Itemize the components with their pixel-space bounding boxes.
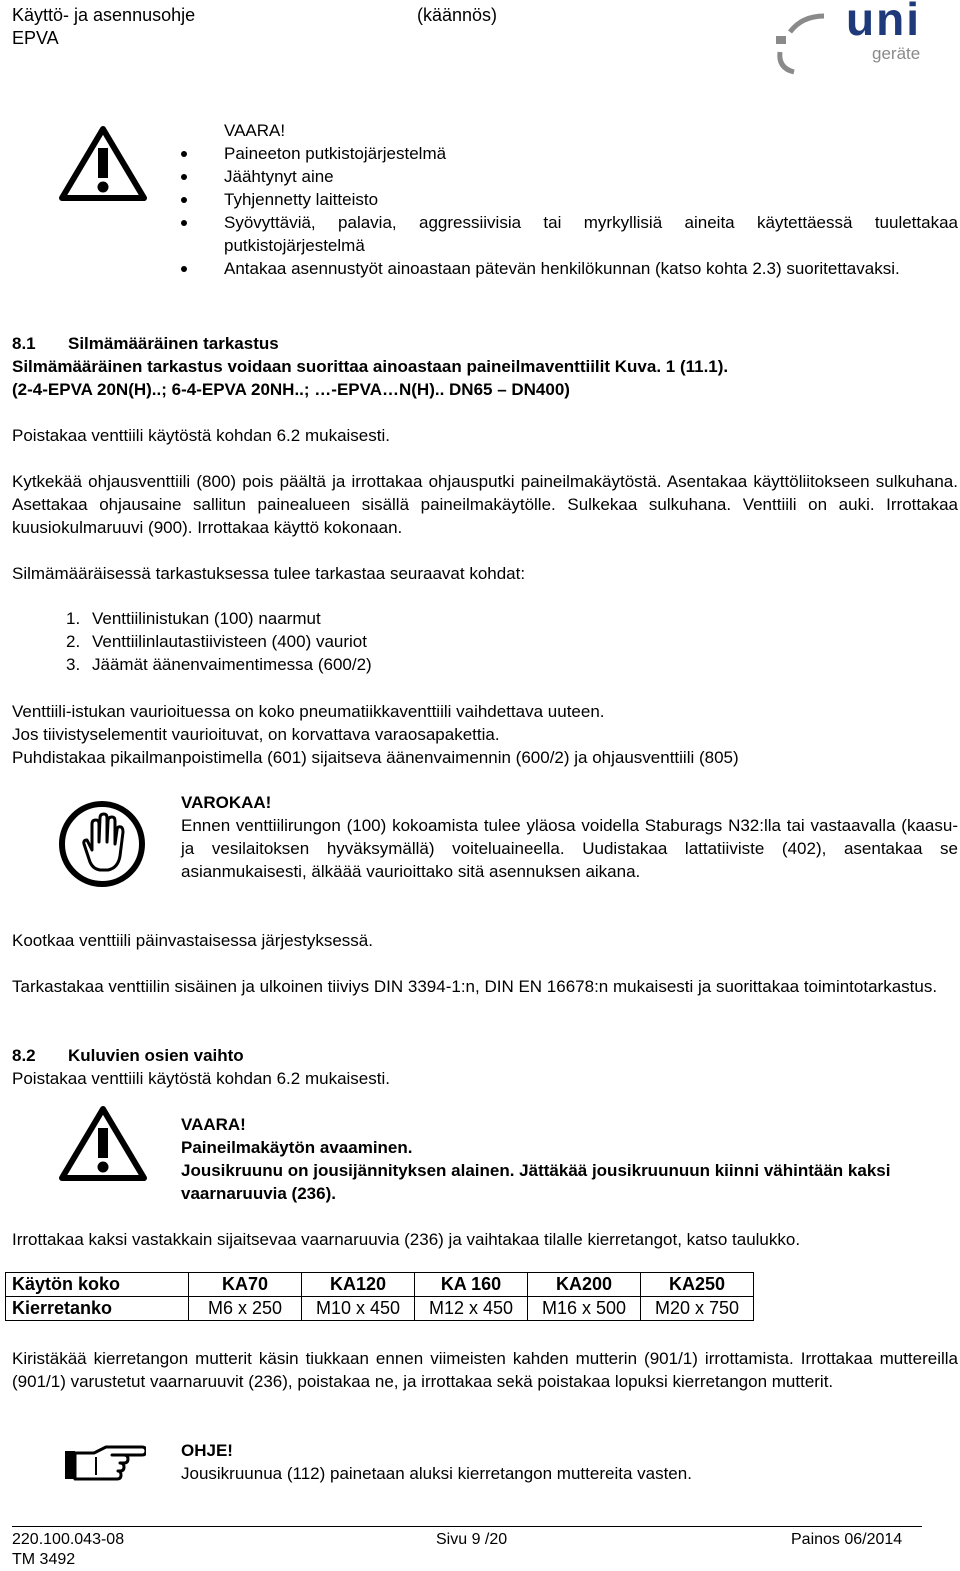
table-cell: M6 x 250 — [189, 1297, 302, 1321]
paragraph: Kytkekää ohjausventtiili (800) pois päältä ja irrottakaa ohjausputki paineilmakäytöstä. Asentakaa käyttöliitokseen sulkuhana. Asettakaa ohjausaine sallitun painealueen sisällä paineilmakäytölle. Sulkekaa sulkuhana. Venttiili on auki. Irrottakaa kuusiokulmaruuvi (900). Irrottakaa käyttö kokonaan. — [12, 472, 958, 537]
warning-line: Jousikruunu on jousijännityksen alainen. Jättäkää jousikruunuun kiinni vähintään kaksi vaarnaruuvia (236). — [181, 1161, 891, 1203]
warning-block-2 — [181, 1113, 958, 1205]
logo-subtext: geräte — [872, 44, 921, 63]
checklist-item: 3. Jäämät äänenvaimentimessa (600/2) — [66, 655, 372, 674]
table-cell: KA 160 — [415, 1273, 528, 1297]
warning-item: Tyhjennetty laitteisto — [181, 188, 958, 211]
paragraph: Venttiili-istukan vaurioituessa on koko pneumatiikkaventtiili vaihdettava uuteen. — [12, 702, 605, 721]
tm-number: TM 3492 — [12, 1551, 76, 1568]
pointing-hand-icon — [62, 1443, 146, 1491]
note-block — [181, 1439, 958, 1485]
table-cell: KA70 — [189, 1273, 302, 1297]
section-title: Kuluvien osien vaihto — [68, 1046, 244, 1065]
warning-triangle-icon — [58, 124, 148, 208]
table-cell: M10 x 450 — [302, 1297, 415, 1321]
table-row — [6, 1273, 754, 1297]
stop-hand-icon — [56, 798, 148, 896]
paragraph: Irrottakaa kaksi vastakkain sijaitsevaa vaarnaruuvia (236) ja vaihtakaa tilalle kierretangot, katso taulukko. — [12, 1230, 801, 1249]
warning-line: Paineilmakäytön avaaminen. — [181, 1138, 413, 1157]
uni-geraete-logo — [772, 2, 922, 78]
paragraph: Jos tiivistyselementit vaurioituvat, on korvattava varaosapakettia. — [12, 725, 500, 744]
document-number: 220.100.043-08 — [12, 1531, 125, 1548]
section-8-1-heading — [12, 332, 958, 355]
section-8-2-heading — [12, 1044, 958, 1067]
section-title: Silmämääräinen tarkastus — [68, 334, 279, 353]
paragraph-block — [12, 700, 958, 769]
table-cell: M12 x 450 — [415, 1297, 528, 1321]
footer-divider — [12, 1526, 922, 1527]
warning-block-1 — [181, 119, 958, 280]
caution-block — [181, 791, 958, 883]
translation-note: (käännös) — [417, 5, 498, 25]
table-cell: M16 x 500 — [528, 1297, 641, 1321]
warning-heading: VAARA! — [224, 121, 286, 140]
section-8-1-intro: Silmämääräinen tarkastus voidaan suorittaa ainoastaan paineilmaventtiilit Kuva. 1 (11.1). — [12, 357, 729, 376]
warning-item: Paineeton putkistojärjestelmä — [181, 142, 958, 165]
logo-wordmark: uni — [846, 0, 921, 45]
paragraph: Poistakaa venttiili käytöstä kohdan 6.2 mukaisesti. — [12, 1069, 390, 1088]
paragraph: Kootkaa venttiili päinvastaisessa järjestyksessä. — [12, 931, 373, 950]
paragraph: Tarkastakaa venttiilin sisäinen ja ulkoinen tiiviys DIN 3394-1:n, DIN EN 16678:n mukaisesti ja suorittakaa toimintotarkastus. — [12, 977, 938, 996]
table-cell: Käytön koko — [6, 1273, 189, 1297]
manual-title: Käyttö- ja asennusohje — [12, 5, 196, 25]
table-cell: M20 x 750 — [641, 1297, 754, 1321]
table-cell: KA120 — [302, 1273, 415, 1297]
note-heading: OHJE! — [181, 1441, 233, 1460]
footer-doc-number — [12, 1530, 124, 1570]
document-header — [12, 4, 195, 50]
warning-item: Antakaa asennustyöt ainoastaan pätevän henkilökunnan (katso kohta 2.3) suoritettavaksi. — [181, 257, 958, 280]
paragraph: Silmämääräisessä tarkastuksessa tulee tarkastaa seuraavat kohdat: — [12, 564, 526, 583]
table-cell: KA200 — [528, 1273, 641, 1297]
warning-list — [181, 142, 958, 280]
note-text: Jousikruunua (112) painetaan aluksi kierretangon muttereita vasten. — [181, 1464, 692, 1483]
paragraph: Poistakaa venttiili käytöstä kohdan 6.2 mukaisesti. — [12, 426, 390, 445]
table-row — [6, 1297, 754, 1321]
threaded-rod-table — [5, 1272, 754, 1321]
checklist-item: 2. Venttiilinlautastiivisteen (400) vauriot — [66, 632, 367, 651]
footer-edition: Painos 06/2014 — [791, 1531, 903, 1548]
section-number: 8.1 — [12, 334, 36, 353]
warning-heading: VAARA! — [181, 1115, 246, 1134]
table-cell: Kierretanko — [6, 1297, 189, 1321]
table-cell: KA250 — [641, 1273, 754, 1297]
paragraph: Kiristäkää kierretangon mutterit käsin tiukkaan ennen viimeisten kahden mutterin (901/1) irrottamista. Irrottakaa muttereilla (901/1) varustetut vaarnaruuvit (236), poistakaa ne, ja irrottakaa sekä poistakaa lopuksi kierretangon mutterit. — [12, 1349, 958, 1391]
warning-item: Jäähtynyt aine — [181, 165, 958, 188]
section-8-1-models: (2-4-EPVA 20N(H)..; 6-4-EPVA 20NH..; …-EPVA…N(H).. DN65 – DN400) — [12, 380, 570, 399]
section-number: 8.2 — [12, 1046, 36, 1065]
footer-page-number: Sivu 9 /20 — [436, 1531, 508, 1548]
checklist-item: 1. Venttiilinistukan (100) naarmut — [66, 609, 321, 628]
product-name: EPVA — [12, 28, 59, 48]
paragraph: Puhdistakaa pikailmanpoistimella (601) sijaitseva äänenvaimennin (600/2) ja ohjausventtiili (805) — [12, 748, 739, 767]
inspection-checklist — [66, 607, 946, 676]
caution-text: Ennen venttiilirungon (100) kokoamista tulee yläosa voidella Staburags N32:lla tai vastaavalla (kaasu- ja vesilaitoksen hyväksymällä) voiteluaineella. Uudistakaa lattatiiviste (402), asentakaa se asianmukaisesti, älkäää vaurioittako sitä asennuksen aikana. — [181, 816, 958, 881]
warning-item: Syövyttäviä, palavia, aggressiivisia tai myrkyllisiä aineita käytettäessä tuulettakaa putkistojärjestelmä — [181, 211, 958, 257]
warning-triangle-icon — [58, 1104, 148, 1188]
caution-heading: VAROKAA! — [181, 793, 272, 812]
